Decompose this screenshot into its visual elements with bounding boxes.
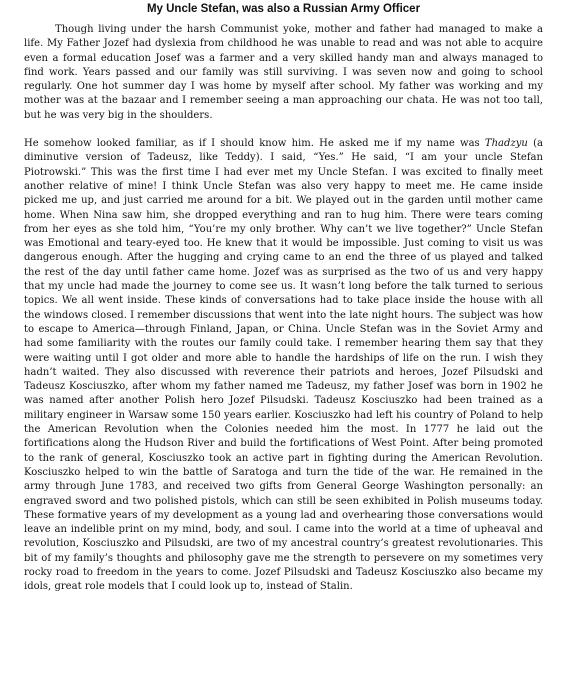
paragraph-2-text-start: He somehow looked familiar, as if I should know him. He asked me if my name was	[24, 138, 485, 150]
paragraph-2	[24, 137, 543, 595]
nickname-italic: Thadzyu	[484, 138, 528, 150]
paragraph-1: Though living under the harsh Communist yoke, mother and father had managed to make a life. My Father Jozef had dyslexia from childhood he was unable to read and was not able to acquire even a formal education Josef was a farmer and a very skilled handy man and always managed to find work. Years passed and our family was still surviving. I was seven now and going to school regularly. One hot summer day I was home by myself after school. My father was working and my mother was at the bazaar and I remember seeing a man approaching our chata. He was not too tall, but he was very big in the shoulders.	[24, 24, 543, 121]
document-title: My Uncle Stefan, was also a Russian Army Officer	[146, 3, 421, 15]
paragraph-2-text-rest: (a diminutive version of Tadeusz, like Teddy). I said, “Yes.” He said, “I am your uncle Stefan Piotrowski.” This was the first time I had ever met my Uncle Stefan. I was excited to finally meet another relative of mine! I think Uncle Stefan was also very happy to meet me. He came inside picked me up, and just carried me around for a bit. We played out in the garden until mother came home. When Nina saw him, she dropped everything and ran to hug him. There were tears coming from her eyes as she told him, “You’re my only brother. Why can’t we live together?” Uncle Stefan was Emotional and teary-eyed too. He knew that it would be impossible. Just coming to visit us was dangerous enough. After the hugging and crying came to an end the three of us played and talked the rest of the day until father came home. Jozef was as surprised as the two of us and very happy that my uncle had made the journey to come see us. It wasn’t long before the talk turned to serious topics. We all went inside. These kinds of conversations had to take place inside the house with all the windows closed. I remember discussions that went into the late night hours. The subject was how to escape to America—through Finland, Japan, or China. Uncle Stefan was in the Soviet Army and had some familiarity with the routes our family could take. I remember hearing them say that they were waiting until I got older and more able to handle the hardships of life on the run. I wish they hadn’t waited. They also discussed with reverence their patriots and heroes, Jozef Pilsudski and Tadeusz Kosciuszko, after whom my father named me Tadeusz, my father Josef was born in 1902 he was named after another Polish hero Jozef Pilsudski. Tadeusz Kosciuszko had been trained as a military engineer in Warsaw some 150 years earlier. Kosciuszko had left his country of Poland to help the American Revolution when the Colonies needed him the most. In 1777 he laid out the fortifications along the Hudson River and build the fortifications of West Point. After being promoted to the rank of general, Kosciuszko took an active part in fighting during the American Revolution. Kosciuszko helped to win the battle of Saratoga and turn the tide of the war. He remained in the army through June 1783, and received two gifts from General George Washington personally: an engraved sword and two polished pistols, which can still be seen exhibited in Polish museums today. These formative years of my development as a young lad and overhearing those conversations would leave an indelible print on my mind, body, and soul. I came into the world at a time of upheaval and revolution, Kosciuszko and Pilsudski, are two of my ancestral country’s greatest revolutionaries. This bit of my family’s thoughts and philosophy gave me the strength to persevere on my sometimes very rocky road to freedom in the years to come. Jozef Pilsudski and Tadeusz Kosciuszko also became my idols, great role models that I could look up to, instead of Stalin.	[24, 138, 543, 593]
